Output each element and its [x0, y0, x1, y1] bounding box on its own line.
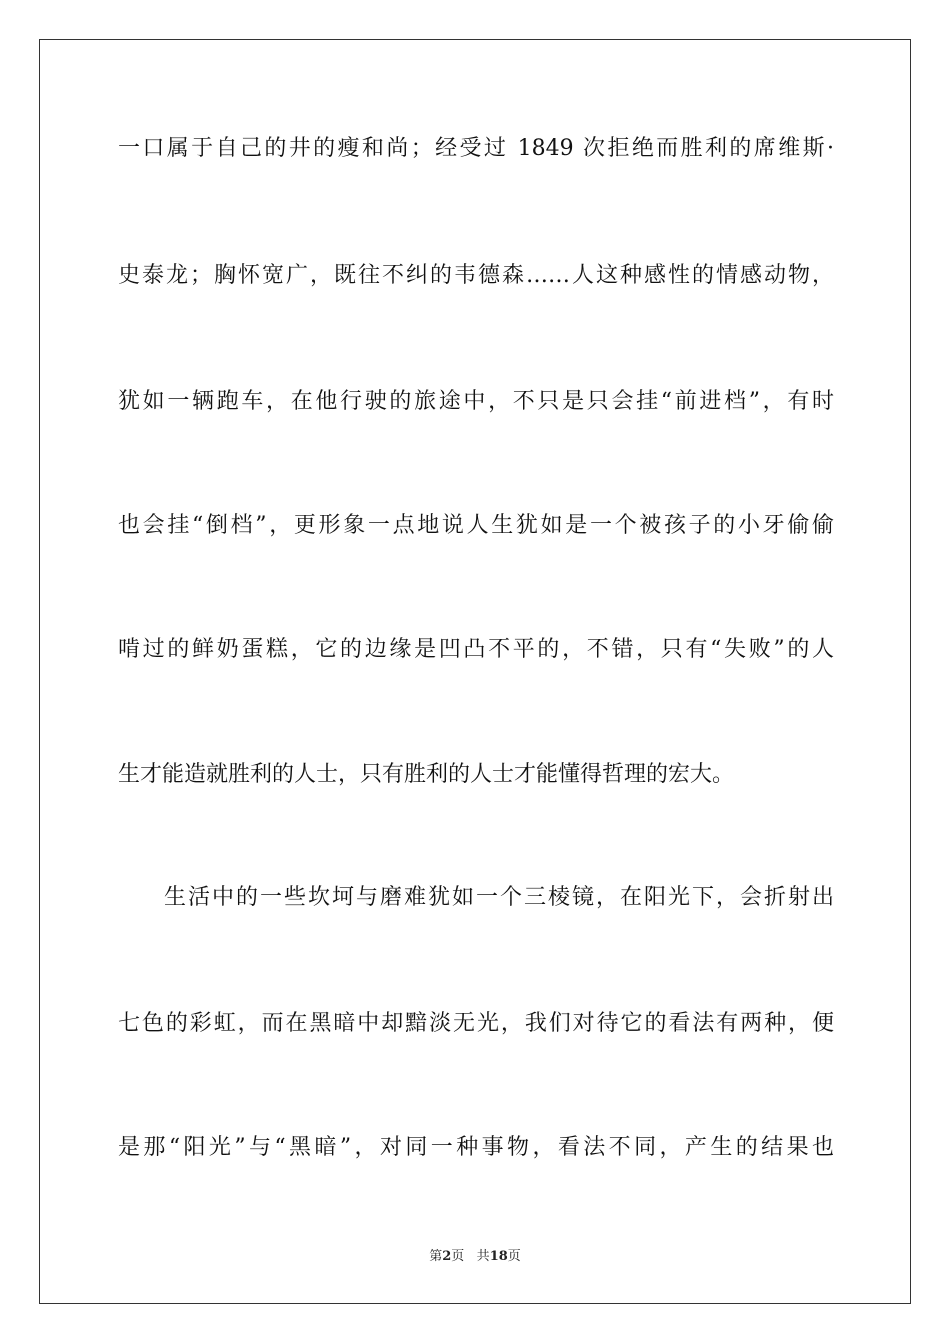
footer-prefix: 第 — [429, 1249, 443, 1264]
paragraph-line: 一口属于自己的井的瘦和尚；经受过 1849 次拒绝而胜利的席维斯· — [118, 136, 834, 161]
footer-page-suffix: 页 — [451, 1249, 465, 1264]
paragraph-line: 史泰龙；胸怀宽广，既往不纠的韦德森……人这种感性的情感动物， — [118, 263, 834, 288]
paragraph-line: 也会挂“倒档”，更形象一点地说人生犹如是一个被孩子的小牙偷偷 — [118, 513, 834, 538]
paragraph-line: 啃过的鲜奶蛋糕，它的边缘是凹凸不平的，不错，只有“失败”的人 — [118, 637, 834, 662]
page-footer — [0, 1248, 950, 1266]
paragraph-line: 七色的彩虹，而在黑暗中却黯淡无光，我们对待它的看法有两种，便 — [118, 1011, 834, 1036]
paragraph-line: 是那“阳光”与“黑暗”，对同一种事物，看法不同，产生的结果也 — [118, 1135, 834, 1160]
paragraph-line: 犹如一辆跑车，在他行驶的旅途中，不只是只会挂“前进档”，有时 — [118, 389, 834, 414]
paragraph-first-line: 生活中的一些坎坷与磨难犹如一个三棱镜，在阳光下，会折射出 — [164, 885, 834, 910]
footer-total-prefix: 共 — [476, 1249, 490, 1264]
current-page-number: 2 — [442, 1249, 452, 1264]
footer-total-suffix: 页 — [507, 1249, 521, 1264]
paragraph-line-last: 生才能造就胜利的人士，只有胜利的人士才能懂得哲理的宏大。 — [118, 762, 735, 787]
page-border — [39, 39, 911, 1304]
total-page-count: 18 — [489, 1249, 508, 1264]
